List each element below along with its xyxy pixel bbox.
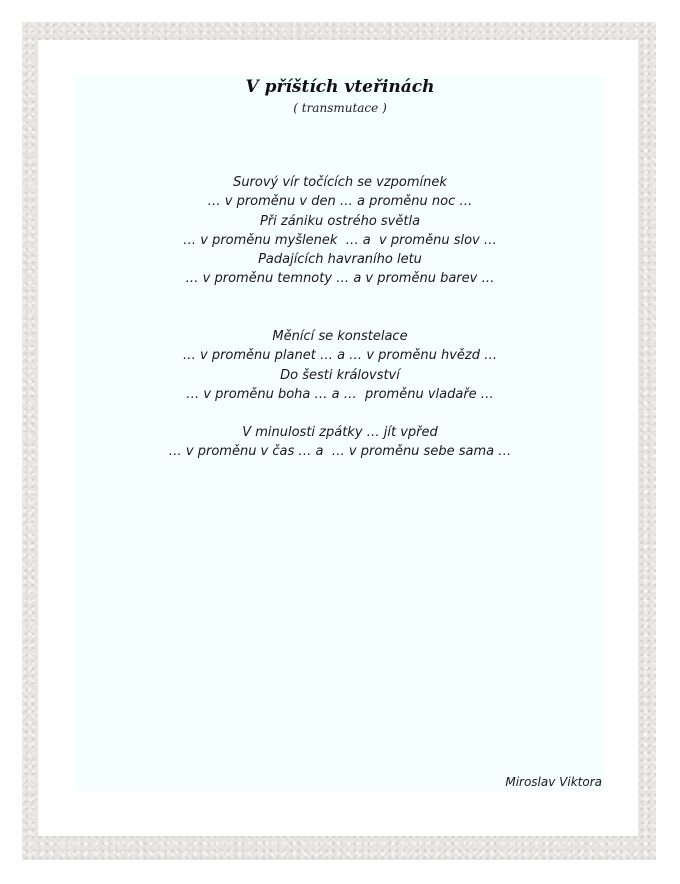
poem-line: Měnící se konstelace <box>272 329 408 344</box>
poem-line: … v proměnu planet … a … v proměnu hvězd … <box>182 348 498 364</box>
poem-line: Do šesti království <box>280 367 400 383</box>
poem-line: Padajících havraního letu <box>258 252 422 268</box>
poem-line: V minulosti zpátky … jít vpřed <box>242 425 438 440</box>
stanza-2 <box>0 327 680 404</box>
poem-line: … v proměnu temnoty … a v proměnu barev … <box>185 271 495 287</box>
poem-line: … v proměnu v den … a proměnu noc … <box>207 194 473 210</box>
stanza-1 <box>0 173 680 289</box>
poem-line: Při zániku ostrého světla <box>259 213 421 229</box>
poem-line: … v proměnu myšlenek … a v proměnu slov … <box>183 232 497 248</box>
poem-subtitle: ( transmutace ) <box>293 101 387 115</box>
poem-line: Surový vír točících se vzpomínek <box>233 175 447 190</box>
author-signature: Miroslav Viktora <box>505 775 602 789</box>
poem-line: … v proměnu boha … a … proměnu vladaře … <box>186 386 494 402</box>
stanza-3 <box>0 423 680 462</box>
poem-line: … v proměnu v čas … a … v proměnu sebe sama … <box>168 444 512 460</box>
poem-title: V příštích vteřinách <box>245 77 435 97</box>
